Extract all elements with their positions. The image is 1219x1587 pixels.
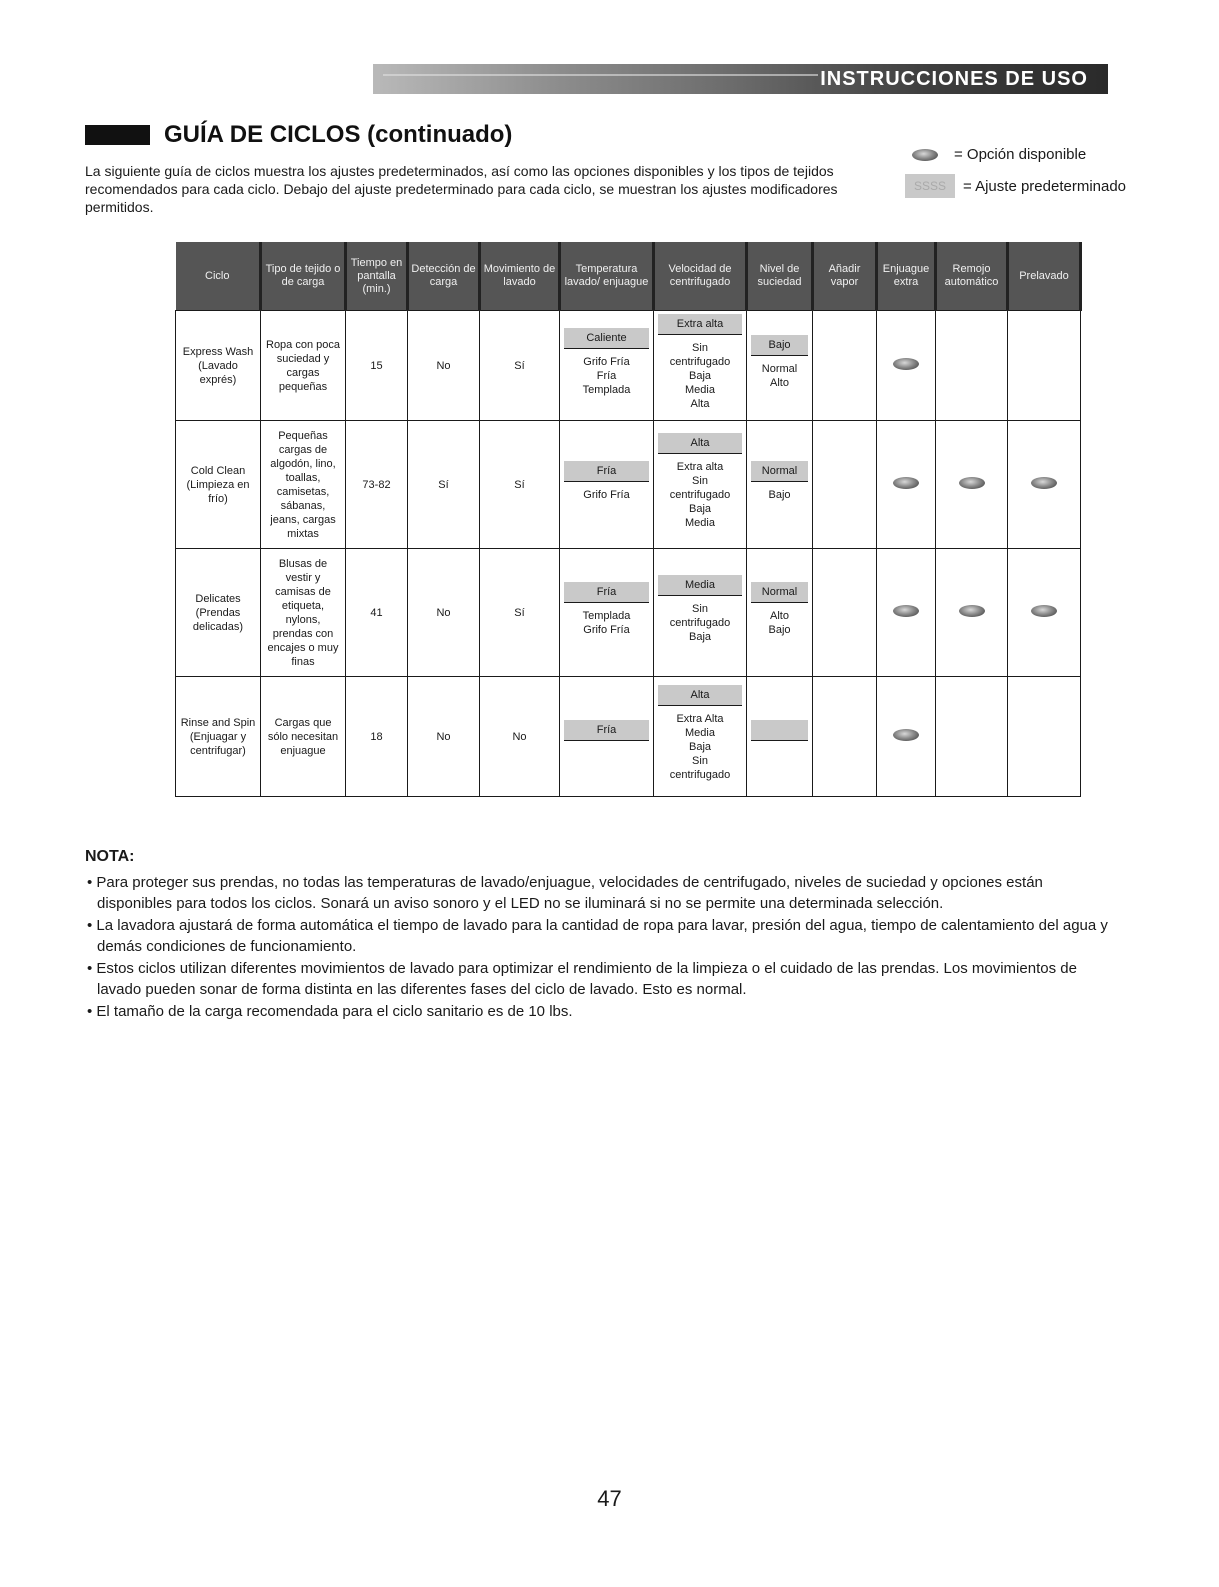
available-dot-icon (959, 477, 985, 489)
bullet-icon: • (87, 874, 97, 891)
column-header: Tipo de tejido o de carga (261, 242, 346, 311)
cycle-cell: Rinse and Spin (Enjuagar y centrifugar) (176, 677, 261, 797)
spin-speed-cell (654, 549, 747, 677)
temperature-cell (560, 549, 654, 677)
nota-item-text: Estos ciclos utilizan diferentes movimientos de lavado para optimizar el rendimiento de la limpieza o el cuidado de las prendas. Los movimientos de lavado pueden sonar de forma distinta en las diferentes fases del ciclo de lavado. Esto es normal. (96, 960, 1077, 998)
column-header: Remojo automático (936, 242, 1008, 311)
available-dot-icon (959, 605, 985, 617)
soil-level-options (751, 741, 808, 753)
spin-speed-cell (654, 421, 747, 549)
soil-level-default (751, 720, 808, 741)
temperature-default: Fría (564, 461, 649, 482)
add-steam-cell (813, 549, 877, 677)
soil-level-cell (747, 311, 813, 421)
cycle-cell: Express Wash (Lavado exprés) (176, 311, 261, 421)
fabric-cell: Ropa con poca suciedad y cargas pequeñas (261, 311, 346, 421)
available-dot-icon (912, 149, 938, 161)
header-title: INSTRUCCIONES DE USO (820, 68, 1088, 90)
nota-item (85, 1001, 1115, 1022)
prewash-cell (1008, 677, 1081, 797)
section-intro: La siguiente guía de ciclos muestra los ajustes predeterminados, así como las opciones disponibles y los tipos de tejidos recomendados para cada ciclo. Debajo del ajuste predeterminado para cada ciclo, se muestran los ajustes modificadores permitidos. (85, 163, 838, 215)
column-header: Ciclo (176, 242, 261, 311)
available-dot-icon (1031, 477, 1057, 489)
spin-speed-cell (654, 311, 747, 421)
table-row (176, 421, 1081, 549)
spin-speed-options: Sin centrifugado Baja Media Alta (669, 342, 731, 410)
extra-rinse-cell (877, 549, 936, 677)
table-header-row (176, 242, 1081, 311)
cycle-cell: Delicates (Prendas delicadas) (176, 549, 261, 677)
spin-speed-default: Media (658, 575, 742, 596)
default-swatch: SSSS (905, 174, 955, 198)
table-row (176, 549, 1081, 677)
spin-speed-default: Extra alta (658, 314, 742, 335)
legend-default-label: = Ajuste predeterminado (963, 177, 1127, 195)
column-header: Movimiento de lavado (480, 242, 560, 311)
available-dot-icon (893, 605, 919, 617)
spin-speed-options: Extra Alta Media Baja Sin centrifugado (669, 713, 731, 781)
temperature-default: Caliente (564, 328, 649, 349)
header-decor-line (383, 74, 818, 76)
available-dot-icon (1031, 605, 1057, 617)
wash-motion-cell: Sí (480, 421, 560, 549)
load-detect-cell: No (408, 677, 480, 797)
fabric-cell: Pequeñas cargas de algodón, lino, toallas, camisetas, sábanas, jeans, cargas mixtas (261, 421, 346, 549)
soil-level-cell (747, 677, 813, 797)
nota-item (85, 915, 1115, 957)
soil-level-options: Normal Alto (761, 363, 798, 389)
spin-speed-cell (654, 677, 747, 797)
nota-list (85, 872, 1115, 1023)
column-header: Tiempo en pantalla (min.) (346, 242, 408, 311)
temperature-options: Templada Grifo Fría (582, 610, 631, 636)
section-title: GUÍA DE CICLOS (continuado) (164, 121, 513, 148)
temperature-default: Fría (564, 582, 649, 603)
wash-motion-cell: No (480, 677, 560, 797)
temperature-options: Grifo Fría (583, 489, 630, 501)
available-dot-icon (893, 477, 919, 489)
nota-item (85, 872, 1115, 914)
add-steam-cell (813, 677, 877, 797)
bullet-icon: • (87, 960, 97, 977)
soil-level-cell (747, 549, 813, 677)
temperature-cell (560, 421, 654, 549)
auto-soak-cell (936, 421, 1008, 549)
column-header: Velocidad de centrifugado (654, 242, 747, 311)
fabric-cell: Blusas de vestir y camisas de etiqueta, nylons, prendas con encajes o muy finas (261, 549, 346, 677)
wash-motion-cell: Sí (480, 311, 560, 421)
table-row (176, 677, 1081, 797)
cycle-guide-table (175, 242, 1082, 797)
wash-motion-cell: Sí (480, 549, 560, 677)
nota-item (85, 958, 1115, 1000)
extra-rinse-cell (877, 421, 936, 549)
temperature-default: Fría (564, 720, 649, 741)
legend-available (912, 146, 1086, 163)
cycle-cell: Cold Clean (Limpieza en frío) (176, 421, 261, 549)
spin-speed-options: Extra alta Sin centrifugado Baja Media (669, 461, 731, 529)
time-cell: 18 (346, 677, 408, 797)
column-header: Prelavado (1008, 242, 1081, 311)
load-detect-cell: No (408, 311, 480, 421)
temperature-cell (560, 677, 654, 797)
soil-level-default: Normal (751, 461, 808, 482)
legend-default (905, 174, 1126, 198)
prewash-cell (1008, 421, 1081, 549)
fabric-cell: Cargas que sólo necesitan enjuague (261, 677, 346, 797)
auto-soak-cell (936, 549, 1008, 677)
spin-speed-options: Sin centrifugado Baja (669, 603, 731, 643)
auto-soak-cell (936, 311, 1008, 421)
auto-soak-cell (936, 677, 1008, 797)
load-detect-cell: Sí (408, 421, 480, 549)
bullet-icon: • (87, 1003, 97, 1020)
nota-item-text: Para proteger sus prendas, no todas las temperaturas de lavado/enjuague, velocidades de centrifugado, niveles de suciedad y opciones están disponibles para todos los ciclos. Sonará un aviso sonoro y el LED no se iluminará si no se permite una determinada selección. (96, 874, 1043, 912)
prewash-cell (1008, 311, 1081, 421)
spin-speed-default: Alta (658, 433, 742, 454)
time-cell: 15 (346, 311, 408, 421)
table-row (176, 311, 1081, 421)
legend-available-label: = Opción disponible (954, 146, 1087, 163)
temperature-options: Grifo Fría Fría Templada (582, 356, 631, 396)
temperature-options (564, 741, 649, 753)
prewash-cell (1008, 549, 1081, 677)
available-dot-icon (893, 358, 919, 370)
column-header: Añadir vapor (813, 242, 877, 311)
bullet-icon: • (87, 917, 97, 934)
add-steam-cell (813, 421, 877, 549)
temperature-cell (560, 311, 654, 421)
extra-rinse-cell (877, 311, 936, 421)
column-header: Nivel de suciedad (747, 242, 813, 311)
page-number: 47 (597, 1486, 622, 1511)
nota-title: NOTA: (85, 848, 135, 865)
soil-level-default: Bajo (751, 335, 808, 356)
soil-level-options: Bajo (768, 489, 791, 501)
add-steam-cell (813, 311, 877, 421)
column-header: Enjuague extra (877, 242, 936, 311)
extra-rinse-cell (877, 677, 936, 797)
nota-item-text: El tamaño de la carga recomendada para el ciclo sanitario es de 10 lbs. (96, 1003, 573, 1020)
nota-item-text: La lavadora ajustará de forma automática el tiempo de lavado para la cantidad de ropa para lavar, presión del agua, tiempo de calentamiento del agua y demás condiciones de funcionamiento. (96, 917, 1108, 955)
available-dot-icon (893, 729, 919, 741)
spin-speed-default: Alta (658, 685, 742, 706)
time-cell: 41 (346, 549, 408, 677)
column-header: Temperatura lavado/ enjuague (560, 242, 654, 311)
load-detect-cell: No (408, 549, 480, 677)
soil-level-options: Alto Bajo (768, 610, 791, 636)
time-cell: 73-82 (346, 421, 408, 549)
column-header: Detección de carga (408, 242, 480, 311)
soil-level-cell (747, 421, 813, 549)
soil-level-default: Normal (751, 582, 808, 603)
header-bar (373, 64, 1108, 94)
section-marker (85, 125, 150, 145)
